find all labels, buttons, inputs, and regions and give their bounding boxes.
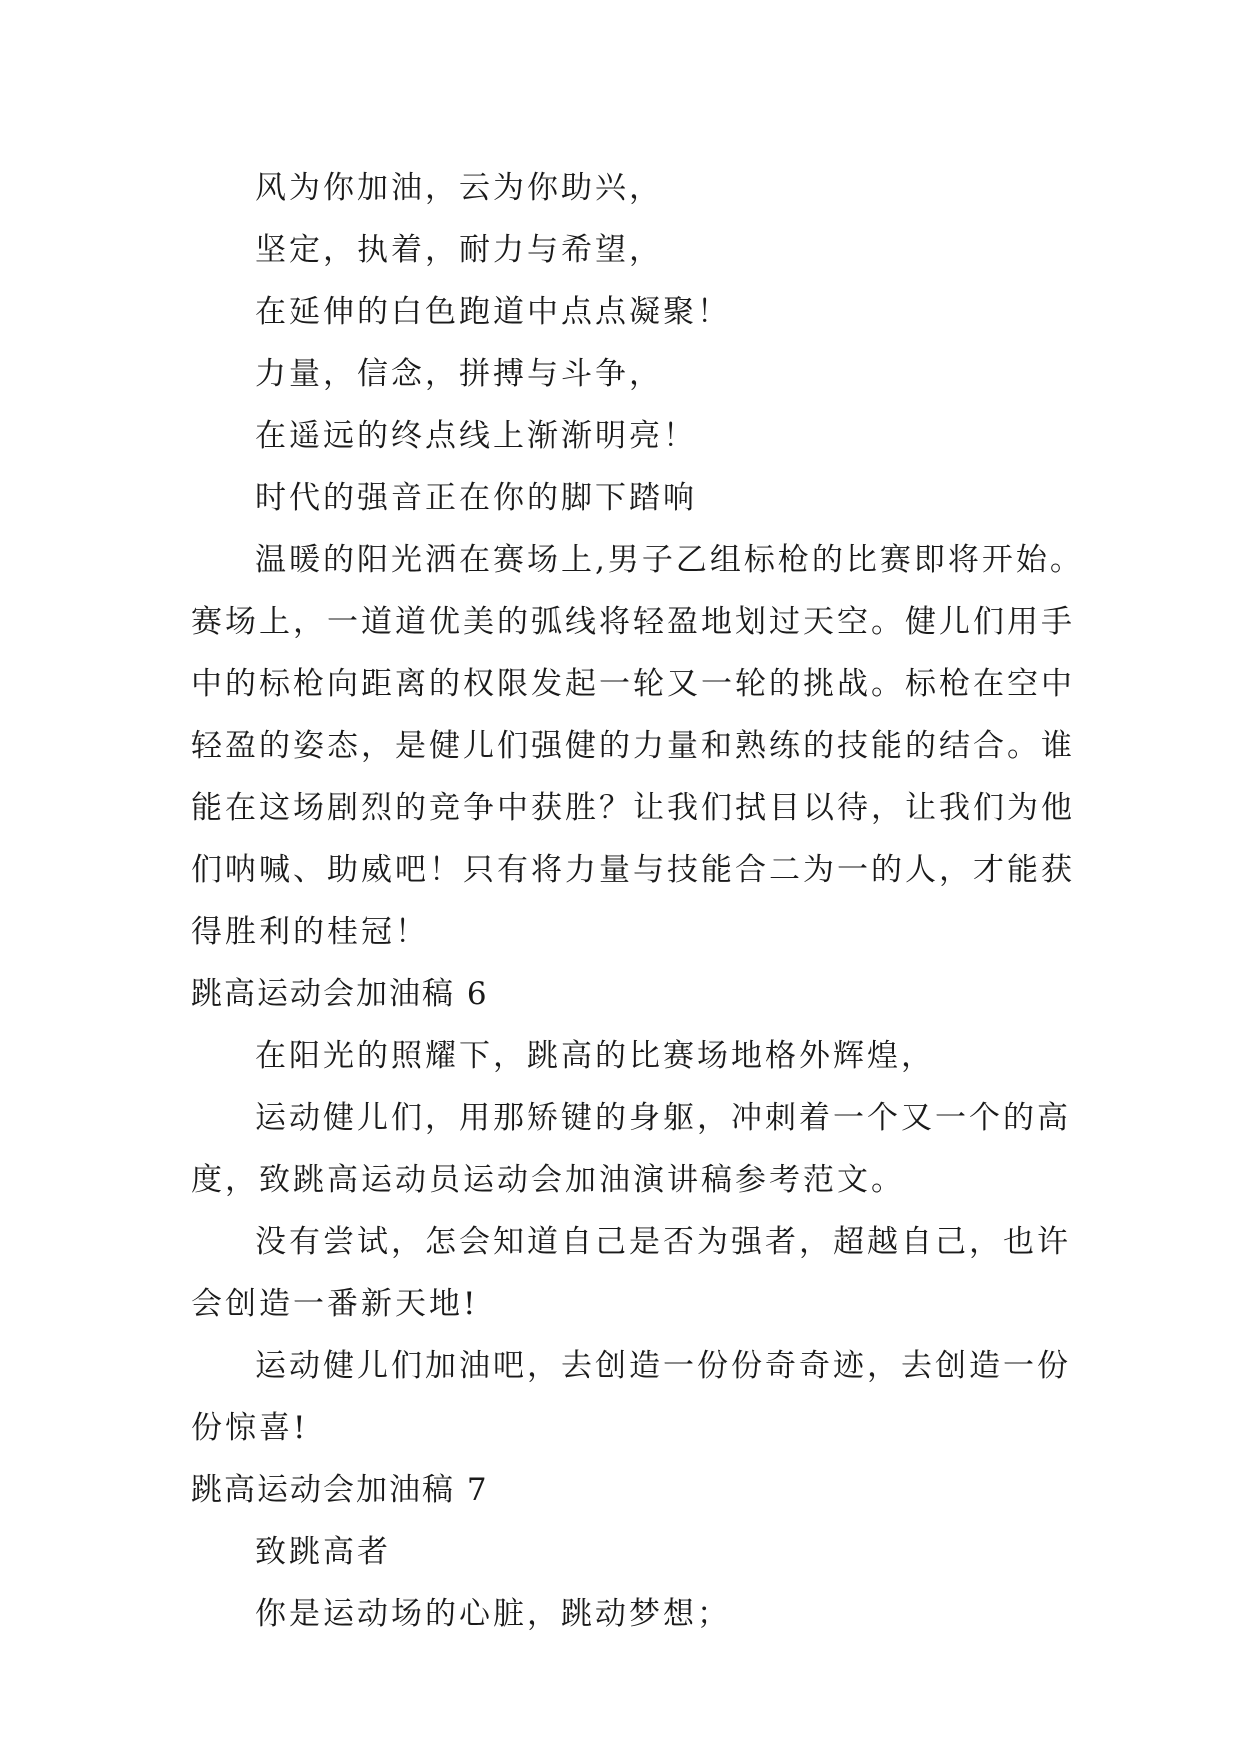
text-line: 你是运动场的心脏，跳动梦想；	[255, 1596, 731, 1632]
paragraph-line: 运动健儿们，用那矫键的身躯，冲刺着一个又一个的高	[255, 1100, 1071, 1136]
text-line: 时代的强音正在你的脚下踏响	[255, 480, 697, 516]
text-line: 致跳高者	[255, 1534, 391, 1570]
paragraph-line: 没有尝试，怎会知道自己是否为强者，超越自己，也许	[255, 1224, 1071, 1260]
text-line: 在延伸的白色跑道中点点凝聚！	[255, 294, 731, 330]
document-body	[191, 157, 1084, 1645]
paragraph-line: 温暖的阳光洒在赛场上,男子乙组标枪的比赛即将开始。	[255, 542, 1084, 578]
text-line: 在阳光的照耀下，跳高的比赛场地格外辉煌，	[255, 1038, 935, 1074]
paragraph-line: 会创造一番新天地!	[191, 1286, 479, 1322]
paragraph-line: 得胜利的桂冠！	[191, 914, 429, 950]
paragraph-line: 们呐喊、助威吧！只有将力量与技能合二为一的人，才能获	[191, 852, 1075, 888]
paragraph-line: 份惊喜!	[191, 1410, 309, 1446]
paragraph-line: 中的标枪向距离的权限发起一轮又一轮的挑战。标枪在空中	[191, 666, 1075, 702]
section-heading: 跳高运动会加油稿 6	[191, 976, 489, 1012]
paragraph-line: 运动健儿们加油吧，去创造一份份奇奇迹，去创造一份	[255, 1348, 1071, 1384]
paragraph-line: 能在这场剧烈的竞争中获胜？让我们拭目以待，让我们为他	[191, 790, 1075, 826]
paragraph-line: 赛场上，一道道优美的弧线将轻盈地划过天空。健儿们用手	[191, 604, 1075, 640]
text-line: 风为你加油，云为你助兴，	[255, 170, 663, 206]
text-line: 力量，信念，拼搏与斗争，	[255, 356, 663, 392]
text-line: 坚定，执着，耐力与希望，	[255, 232, 663, 268]
section-heading: 跳高运动会加油稿 7	[191, 1472, 489, 1508]
paragraph-line: 轻盈的姿态，是健儿们强健的力量和熟练的技能的结合。谁	[191, 728, 1075, 764]
text-line: 在遥远的终点线上渐渐明亮！	[255, 418, 697, 454]
paragraph-line: 度，致跳高运动员运动会加油演讲稿参考范文。	[191, 1162, 905, 1198]
